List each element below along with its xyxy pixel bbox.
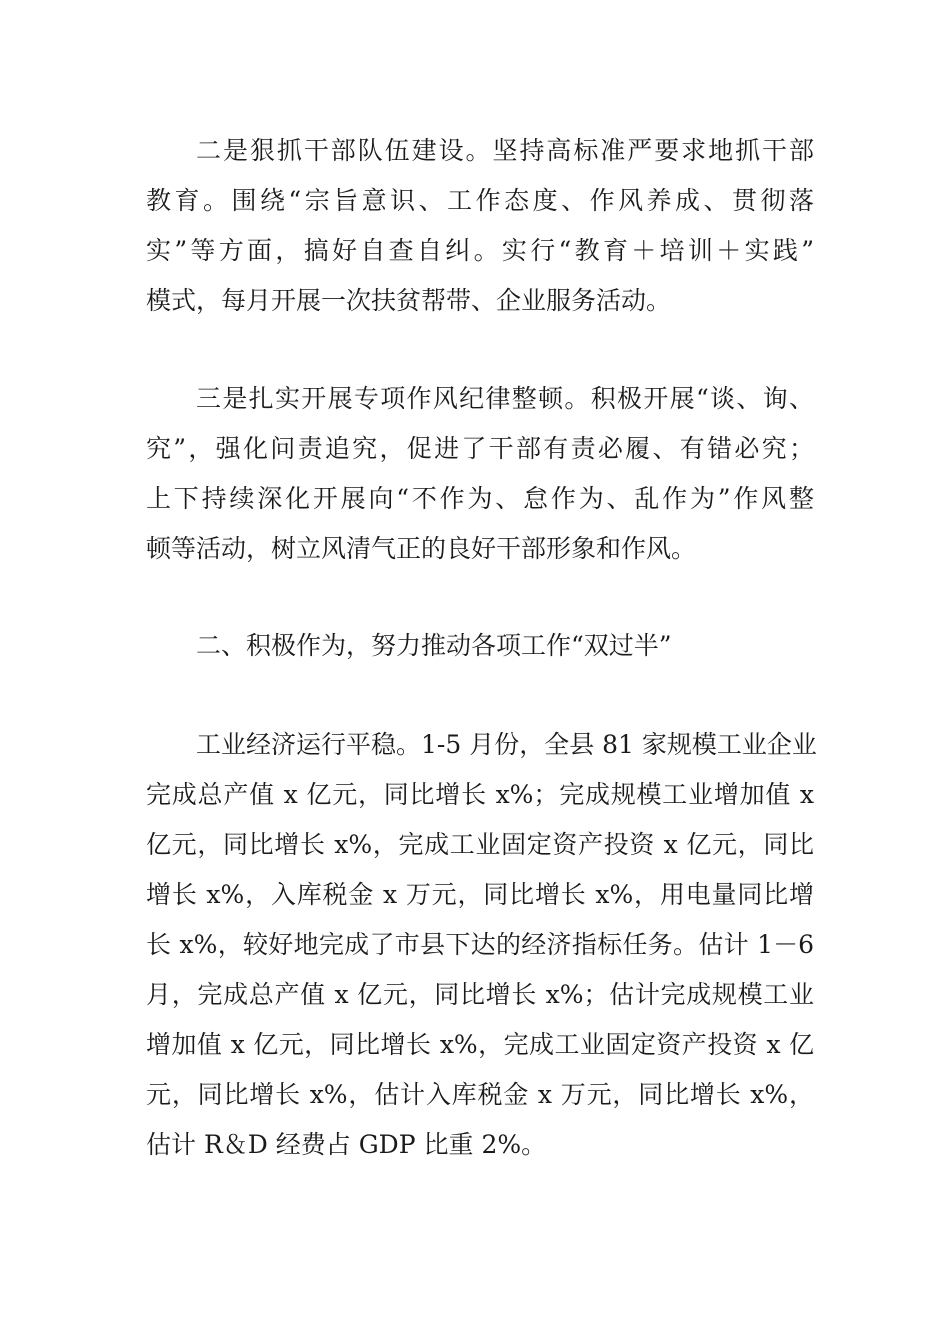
text-line: 估计 R＆D 经费占 GDP 比重 2%。 bbox=[146, 1130, 547, 1159]
text-line: 月，完成总产值 x 亿元，同比增长 x%；估计完成规模工业 bbox=[146, 980, 814, 1009]
text-line: 模式，每月开展一次扶贫帮带、企业服务活动。 bbox=[146, 286, 672, 315]
text-line: 元，同比增长 x%，估计入库税金 x 万元，同比增长 x%， bbox=[146, 1080, 814, 1109]
text-line: 教育。围绕“宗旨意识、工作态度、作风养成、贯彻落 bbox=[146, 186, 814, 215]
text-line: 增加值 x 亿元，同比增长 x%，完成工业固定资产投资 x 亿 bbox=[146, 1030, 814, 1059]
text-line: 长 x%，较好地完成了市县下达的经济指标任务。估计 1－6 bbox=[146, 930, 814, 959]
paragraph-discipline-rectification bbox=[146, 374, 814, 574]
text-line: 增长 x%，入库税金 x 万元，同比增长 x%，用电量同比增 bbox=[146, 880, 814, 909]
paragraph-industrial-economy bbox=[146, 720, 817, 1170]
text-line: 实”等方面，搞好自查自纠。实行“教育＋培训＋实践” bbox=[146, 236, 814, 265]
section-heading bbox=[146, 621, 814, 671]
text-line: 完成总产值 x 亿元，同比增长 x%；完成规模工业增加值 x bbox=[146, 780, 814, 809]
text-line: 二是狠抓干部队伍建设。坚持高标准严要求地抓干部 bbox=[196, 136, 814, 165]
text-line: 究”，强化问责追究，促进了干部有责必履、有错必究； bbox=[146, 434, 814, 463]
text-line: 顿等活动，树立风清气正的良好干部形象和作风。 bbox=[146, 534, 697, 563]
text-line: 三是扎实开展专项作风纪律整顿。积极开展“谈、询、 bbox=[196, 384, 814, 413]
text-line: 上下持续深化开展向“不作为、怠作为、乱作为”作风整 bbox=[146, 484, 814, 513]
paragraph-cadre-team bbox=[146, 126, 814, 326]
text-line: 工业经济运行平稳。1-5 月份，全县 81 家规模工业企业 bbox=[196, 730, 817, 759]
text-line: 亿元，同比增长 x%，完成工业固定资产投资 x 亿元，同比 bbox=[146, 830, 814, 859]
section-heading-text: 二、积极作为，努力推动各项工作“双过半” bbox=[196, 631, 672, 660]
